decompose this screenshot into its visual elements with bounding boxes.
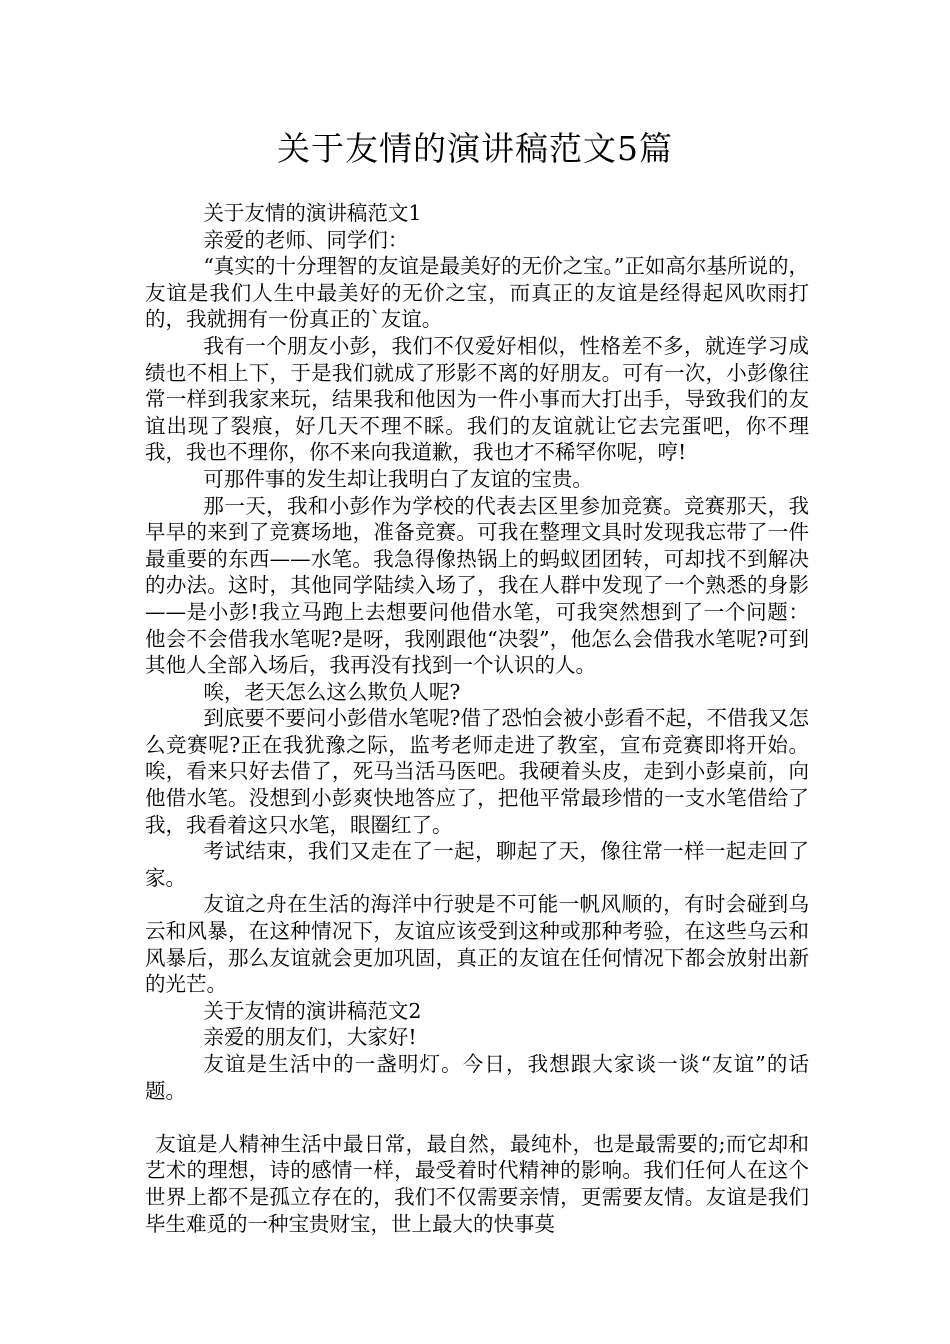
paragraph: 我有一个朋友小彭，我们不仅爱好相似，性格差不多，就连学习成绩也不相上下，于是我们就成了形影不离的好朋友。可有一次，小彭像往常一样到我家来玩，结果我和他因为一件小事而大打出手，导致我们的友谊出现了裂痕，好几天不理不睬。我们的友谊就让它去完蛋吧，你不理我，我也不理你，你不来向我道歉，我也才不稀罕你呢，哼! [145,333,809,465]
paragraph: 友谊是人精神生活中最日常，最自然，最纯朴，也是最需要的;而它却和艺术的理想，诗的感情一样，最受着时代精神的影响。我们任何人在这个世界上都不是孤立存在的，我们不仅需要亲情，更需要友情。友谊是我们毕生难觅的一种宝贵财宝，世上最大的快事莫 [145,1131,809,1236]
section-heading-2: 关于友情的演讲稿范文2 [203,998,422,1023]
section-heading-1: 关于友情的演讲稿范文1 [203,201,422,225]
paragraph: 友谊是生活中的一盏明灯。今日，我想跟大家谈一谈“友谊”的话题。 [145,1052,809,1103]
paragraph: 友谊之舟在生活的海洋中行驶是不可能一帆风顺的，有时会碰到乌云和风暴，在这种情况下，友谊应该受到这种或那种考验，在这些乌云和风暴后，那么友谊就会更加巩固，真正的友谊在任何情况下都会放射出新的光芒。 [145,892,809,997]
paragraph: 可那件事的发生却让我明白了友谊的宝贵。 [203,466,593,491]
paragraph: 那一天，我和小彭作为学校的代表去区里参加竞赛。竞赛那天，我早早的来到了竞赛场地，准备竞赛。可我在整理文具时发现我忘带了一件最重要的东西——水笔。我急得像热锅上的蚂蚁团团转，可却找不到解决的办法。这时，其他同学陆续入场了，我在人群中发现了一个熟悉的身影——是小彭!我立马跑上去想要问他借水笔，可我突然想到了一个问题：他会不会借我水笔呢?是呀，我刚跟他“决裂”，他怎么会借我水笔呢?可到其他人全部入场后，我再没有找到一个认识的人。 [145,493,809,678]
blank-line [145,1104,809,1131]
paragraph: 唉，老天怎么这么欺负人呢? [203,679,461,704]
salutation-1: 亲爱的老师、同学们： [203,227,409,252]
paragraph: 到底要不要问小彭借水笔呢?借了恐怕会被小彭看不起，不借我又怎么竞赛呢?正在我犹豫之际，监考老师走进了教室，宣布竞赛即将开始。唉，看来只好去借了，死马当活马医吧。我硬着头皮，走到小彭桌前，向他借水笔。没想到小彭爽快地答应了，把他平常最珍惜的一支水笔借给了我，我看着这只水笔，眼圈红了。 [145,706,809,837]
document-title: 关于友情的演讲稿范文5篇 [277,129,673,168]
paragraph: 考试结束，我们又走在了一起，聊起了天，像往常一样一起走回了家。 [145,839,809,890]
document-body [145,200,809,1237]
salutation-2: 亲爱的朋友们，大家好! [203,1025,417,1050]
paragraph: “真实的十分理智的友谊是最美好的无价之宝。”正如高尔基所说的，友谊是我们人生中最美好的无价之宝，而真正的友谊是经得起风吹雨打的，我就拥有一份真正的`友谊。 [145,254,809,332]
